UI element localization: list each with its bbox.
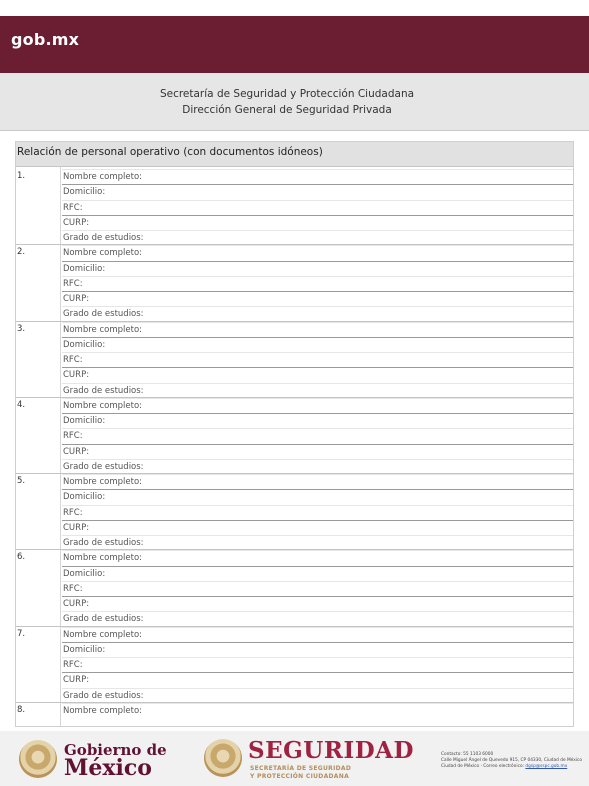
entry-number: 6. (17, 552, 26, 563)
gobierno-logo-line2: México (64, 755, 152, 781)
seguridad-logo-title: SEGURIDAD (248, 737, 414, 764)
entry-field[interactable]: Grado de estudios: (62, 459, 574, 474)
entry-field[interactable]: Domicilio: (62, 489, 574, 504)
entry-field[interactable]: Domicilio: (62, 566, 574, 581)
entry-field[interactable]: Nombre completo: (62, 703, 574, 718)
entry-field[interactable]: RFC: (62, 200, 574, 215)
entry-field[interactable]: RFC: (62, 505, 574, 520)
agency-division: Dirección General de Seguridad Privada (182, 104, 392, 116)
seguridad-seal-icon (204, 739, 242, 777)
entry-field[interactable]: Grado de estudios: (62, 306, 574, 321)
brand-logo[interactable]: gob.mx (11, 30, 80, 49)
entry-field[interactable]: Nombre completo: (62, 322, 574, 337)
entry-field[interactable]: CURP: (62, 672, 574, 687)
seguridad-subtitle-line1: SECRETARÍA DE SEGURIDAD (250, 765, 352, 772)
entry-field[interactable]: RFC: (62, 581, 574, 596)
contact-email-link[interactable]: dgsp@sspc.gob.mx (525, 764, 568, 769)
national-seal-icon (19, 740, 57, 778)
entry-field[interactable]: Grado de estudios: (62, 383, 574, 398)
entry-field[interactable]: Grado de estudios: (62, 688, 574, 703)
entry-number: 2. (17, 247, 26, 258)
entry-number: 7. (17, 628, 26, 639)
entry-field[interactable]: Nombre completo: (62, 627, 574, 642)
entry-field[interactable]: Domicilio: (62, 261, 574, 276)
entry-field[interactable]: Grado de estudios: (62, 535, 574, 550)
entry-field[interactable]: Domicilio: (62, 642, 574, 657)
contact-email-label: Ciudad de México · Correo electrónico: (441, 764, 525, 769)
page-footer (0, 731, 589, 786)
entry-field[interactable]: CURP: (62, 367, 574, 382)
agency-header (0, 73, 589, 131)
contact-info (441, 752, 582, 770)
entry-number: 3. (17, 323, 26, 334)
personnel-form (15, 141, 574, 727)
entry-number: 5. (17, 476, 26, 486)
seguridad-subtitle-line2: Y PROTECCIÓN CIUDADANA (250, 773, 350, 780)
number-column (16, 167, 61, 726)
seguridad-logo-subtitle (250, 765, 351, 781)
entry-field[interactable]: CURP: (62, 215, 574, 230)
entry-field[interactable]: RFC: (62, 276, 574, 291)
contact-phone: Contacto: 55 1103 6000 (441, 752, 494, 757)
entry-field[interactable]: Grado de estudios: (62, 230, 574, 245)
entry-field[interactable]: Domicilio: (62, 337, 574, 352)
entry-number: 4. (17, 399, 26, 410)
agency-name: Secretaría de Seguridad y Protección Ciudadana (159, 88, 415, 100)
entry-field[interactable]: Grado de estudios: (62, 611, 574, 626)
form-title: Relación de personal operativo (con documentos idóneos) (16, 142, 573, 167)
entry-field[interactable]: Nombre completo: (62, 245, 574, 260)
entry-field[interactable]: Nombre completo: (62, 398, 574, 413)
entry-field[interactable]: Nombre completo: (62, 550, 574, 565)
entry-number: 8. (17, 704, 26, 715)
entry-field[interactable]: CURP: (62, 596, 574, 611)
contact-email-row (441, 764, 582, 770)
entry-field[interactable]: CURP: (62, 520, 574, 535)
entry-field[interactable]: Nombre completo: (62, 169, 574, 184)
entry-field[interactable]: RFC: (62, 428, 574, 443)
entry-field[interactable]: CURP: (62, 291, 574, 306)
gobierno-logo-line1: Gobierno de (64, 741, 167, 759)
entry-field[interactable]: RFC: (62, 657, 574, 672)
entry-field[interactable]: CURP: (62, 444, 574, 459)
entry-field[interactable]: Domicilio: (62, 413, 574, 428)
entry-field[interactable]: Domicilio: (62, 184, 574, 199)
entry-field[interactable]: RFC: (62, 352, 574, 367)
site-header (0, 16, 589, 73)
entry-field[interactable]: Nombre completo: (62, 474, 574, 489)
contact-address: Calle Miguel Ángel de Quevedo 915, CP 04330, Ciudad de México (441, 758, 582, 763)
entry-number: 1. (17, 171, 26, 181)
